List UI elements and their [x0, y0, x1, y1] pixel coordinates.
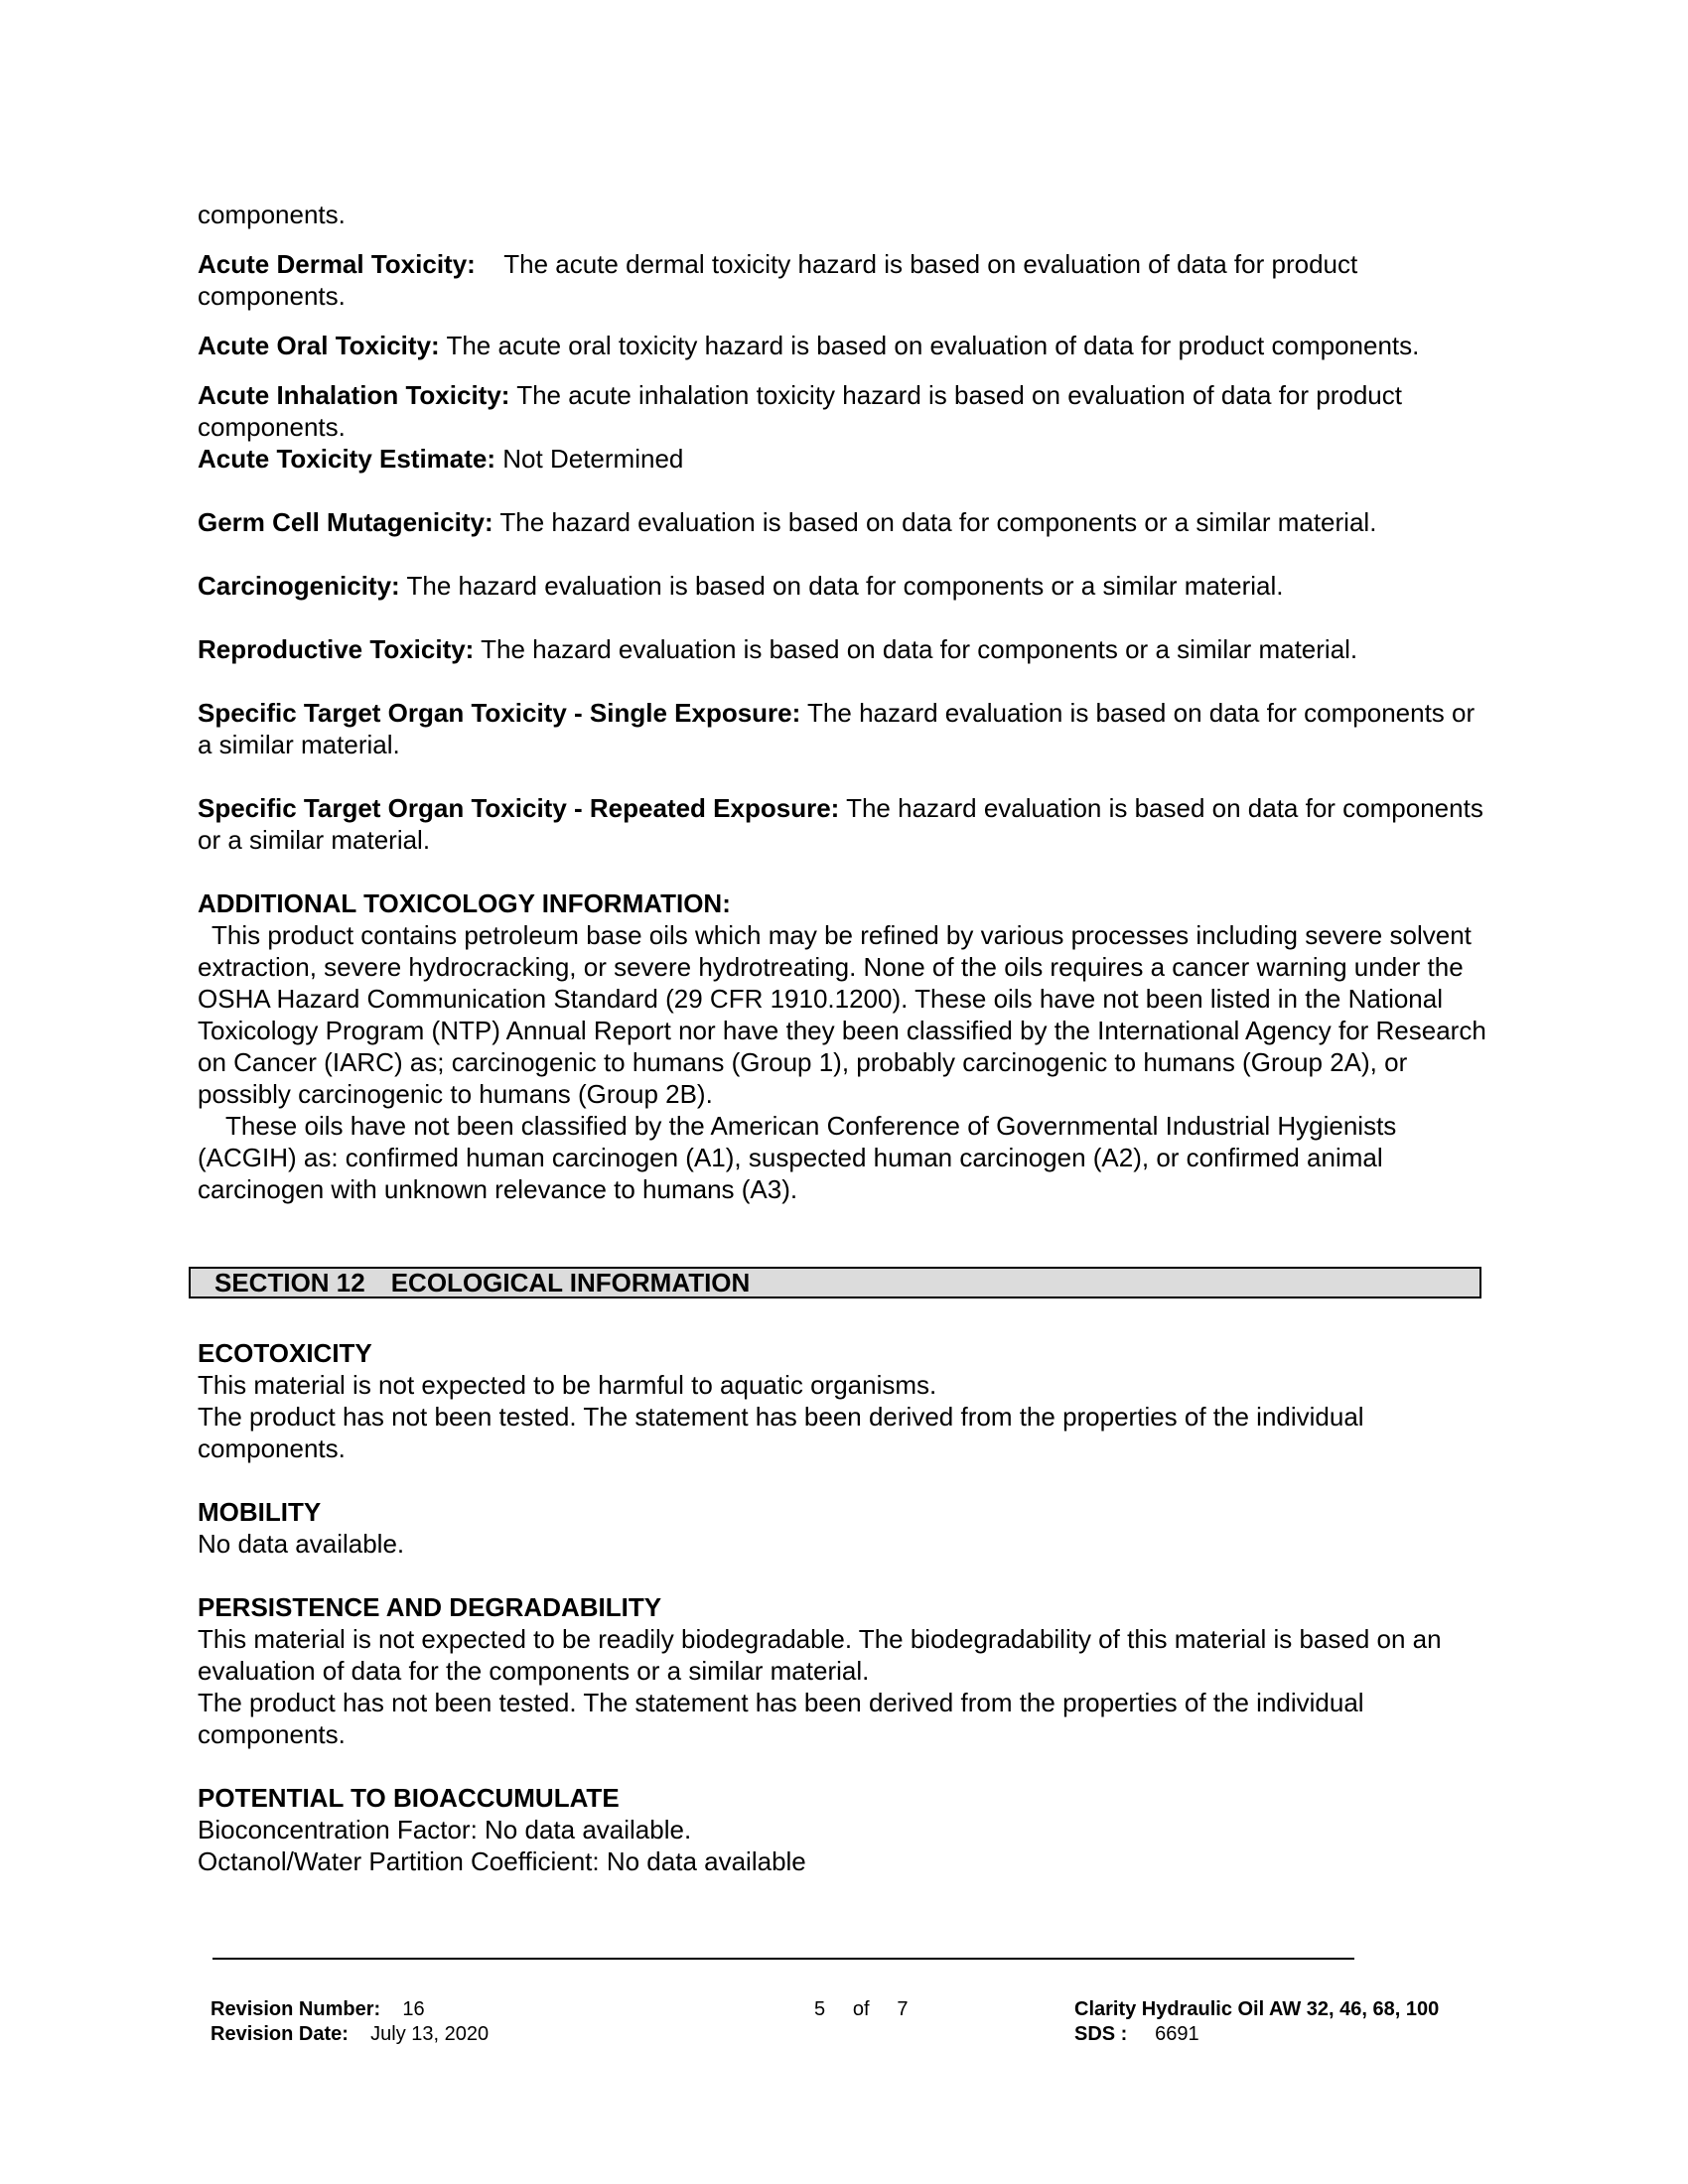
acute-inhalation-toxicity [198, 379, 1488, 443]
sds-row [1074, 2022, 1472, 2047]
sds-number: 6691 [1155, 2023, 1199, 2045]
additional-toxicology-paragraph-1: This product contains petroleum base oils which may be refined by various processes including severe solvent extraction, severe hydrocracking, or severe hydrotreating. None of the oils requires a cancer warning under the OSHA Hazard Communication Standard (29 CFR 1910.1200). These oils have not been listed in the National Toxicology Program (NTP) Annual Report nor have they been classified by the International Agency for Research on Cancer (IARC) as; carcinogenic to humans (Group 1), probably carcinogenic to humans (Group 2A), or possibly carcinogenic to humans (Group 2B). [198, 920, 1486, 1109]
ecotoxicity-line-1: This material is not expected to be harmful to aquatic organisms. [198, 1370, 937, 1400]
acute-dermal-toxicity [198, 248, 1488, 312]
carcinogenicity-label: Carcinogenicity: [198, 571, 400, 601]
acute-dermal-text: The acute dermal toxicity hazard is based on evaluation of data for product components. [198, 249, 1358, 311]
section-number: SECTION 12 [214, 1268, 365, 1297]
revision-date-label: Revision Date: [211, 2023, 349, 2045]
footer-page-number [814, 1997, 909, 2022]
revision-number-row [211, 1997, 489, 2022]
page-of: of [852, 1998, 870, 2020]
ecotoxicity-heading: ECOTOXICITY [198, 1338, 372, 1368]
reproductive-text: The hazard evaluation is based on data for components or a similar material. [481, 634, 1358, 664]
persistence-line-2: The product has not been tested. The statement has been derived from the properties of the individual components. [198, 1688, 1364, 1749]
bioaccumulate-heading: POTENTIAL TO BIOACCUMULATE [198, 1783, 620, 1813]
acute-dermal-label: Acute Dermal Toxicity: [198, 249, 476, 279]
stot-single-text: The hazard evaluation is based on data for components or a similar material. [198, 698, 1476, 759]
acute-oral-label: Acute Oral Toxicity: [198, 331, 440, 360]
ecological-content [198, 1337, 1488, 1877]
footer-divider [212, 1958, 1354, 1960]
stot-single-label: Specific Target Organ Toxicity - Single Exposure: [198, 698, 801, 728]
ecotoxicity-line-2: The product has not been tested. The statement has been derived from the properties of the individual components. [198, 1402, 1364, 1463]
product-name: Clarity Hydraulic Oil AW 32, 46, 68, 100 [1074, 1998, 1440, 2020]
bioaccumulate-line-2: Octanol/Water Partition Coefficient: No data available [198, 1846, 806, 1876]
stot-repeated-label: Specific Target Organ Toxicity - Repeated Exposure: [198, 793, 840, 823]
revision-number-value: 16 [402, 1998, 425, 2020]
additional-toxicology-heading: ADDITIONAL TOXICOLOGY INFORMATION: [198, 888, 731, 918]
germ-cell-label: Germ Cell Mutagenicity: [198, 507, 493, 537]
germ-cell-mutagenicity [198, 506, 1488, 538]
revision-date-row [211, 2022, 489, 2047]
page-current: 5 [814, 1998, 826, 2020]
acute-inhalation-text: The acute inhalation toxicity hazard is based on evaluation of data for product components. [198, 380, 1402, 442]
footer-product [1074, 1997, 1472, 2047]
mobility-heading: MOBILITY [198, 1497, 322, 1527]
acute-estimate-label: Acute Toxicity Estimate: [198, 444, 496, 474]
acute-oral-text: The acute oral toxicity hazard is based on evaluation of data for product components. [446, 331, 1420, 360]
revision-number-label: Revision Number: [211, 1998, 381, 2020]
stot-repeated-exposure [198, 792, 1488, 856]
persistence-line-1: This material is not expected to be readily biodegradable. The biodegradability of this material is based on an evaluation of data for the components or a similar material. [198, 1624, 1442, 1686]
additional-toxicology-paragraph-2: These oils have not been classified by the American Conference of Governmental Industrial Hygienists (ACGIH) as: confirmed human carcinogen (A1), suspected human carcinogen (A2), or confirmed animal carcinogen with unknown relevance to humans (A3). [198, 1111, 1397, 1204]
footer-revision [211, 1997, 489, 2047]
carcinogenicity [198, 570, 1488, 602]
section-12-header [189, 1267, 1481, 1298]
toxicology-content [198, 199, 1488, 1205]
bioaccumulate-line-1: Bioconcentration Factor: No data available. [198, 1815, 692, 1844]
acute-oral-toxicity [198, 330, 1488, 361]
sds-label: SDS : [1074, 2023, 1128, 2045]
stot-single-exposure [198, 697, 1488, 760]
mobility-text: No data available. [198, 1529, 405, 1559]
carcinogenicity-text: The hazard evaluation is based on data for components or a similar material. [406, 571, 1284, 601]
continuation-text: components. [198, 200, 346, 229]
germ-cell-text: The hazard evaluation is based on data for components or a similar material. [499, 507, 1377, 537]
reproductive-label: Reproductive Toxicity: [198, 634, 475, 664]
stot-repeated-text: The hazard evaluation is based on data for components or a similar material. [198, 793, 1483, 855]
page-total: 7 [897, 1998, 909, 2020]
revision-date-value: July 13, 2020 [370, 2023, 490, 2045]
reproductive-toxicity [198, 633, 1488, 665]
acute-inhalation-label: Acute Inhalation Toxicity: [198, 380, 510, 410]
acute-estimate-text: Not Determined [502, 444, 684, 474]
acute-toxicity-estimate [198, 443, 1488, 475]
section-title: ECOLOGICAL INFORMATION [390, 1268, 751, 1297]
persistence-heading: PERSISTENCE AND DEGRADABILITY [198, 1592, 662, 1622]
